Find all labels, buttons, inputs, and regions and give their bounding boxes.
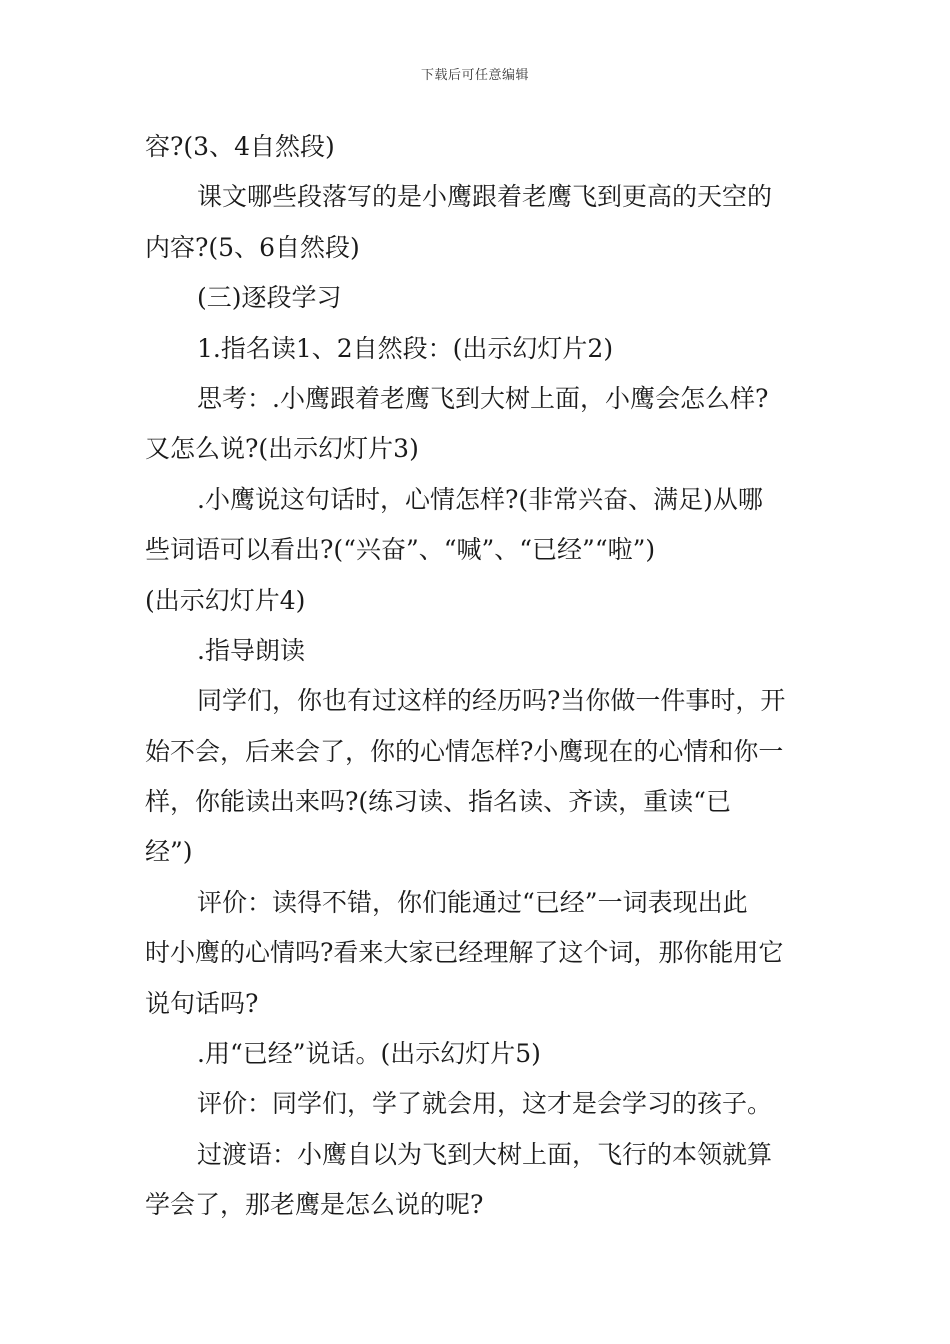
text-line: 容?(3、4自然段) bbox=[145, 132, 335, 161]
page-header: 下载后可任意编辑 bbox=[420, 68, 529, 83]
text-line: 评价：同学们，学了就会用，这才是会学习的孩子。 bbox=[197, 1089, 773, 1119]
text-line: 内容?(5、6自然段) bbox=[145, 232, 360, 262]
text-line: 评价：读得不错，你们能通过“已经”一词表现出此 bbox=[197, 887, 748, 917]
text-line: 思考：.小鹰跟着老鹰飞到大树上面，小鹰会怎么样? bbox=[197, 383, 769, 413]
text-line: 学会了，那老鹰是怎么说的呢? bbox=[145, 1190, 484, 1220]
text-line: 同学们，你也有过这样的经历吗?当你做一件事时，开 bbox=[197, 686, 786, 716]
text-line: 过渡语：小鹰自以为飞到大树上面，飞行的本领就算 bbox=[197, 1139, 773, 1169]
text-line: 说句话吗? bbox=[145, 988, 259, 1018]
text-line: .指导朗读 bbox=[197, 635, 305, 665]
text-line: 始不会，后来会了，你的心情怎样?小鹰现在的心情和你一 bbox=[145, 736, 784, 766]
text-line: (三)逐段学习 bbox=[197, 283, 342, 313]
text-line: 课文哪些段落写的是小鹰跟着老鹰飞到更高的天空的 bbox=[197, 182, 773, 212]
text-line: 样，你能读出来吗?(练习读、指名读、齐读，重读“已 bbox=[145, 787, 731, 817]
text-line: .用“已经”说话。(出示幻灯片5) bbox=[197, 1039, 541, 1069]
text-line: (出示幻灯片4) bbox=[145, 585, 306, 615]
text-line: 经”) bbox=[145, 837, 193, 867]
document-body bbox=[145, 122, 807, 1231]
text-line: 1.指名读1、2自然段：(出示幻灯片2) bbox=[197, 333, 614, 363]
text-line: 些词语可以看出?(“兴奋”、“喊”、“已经”“啦”) bbox=[145, 535, 656, 565]
text-line: 又怎么说?(出示幻灯片3) bbox=[145, 434, 419, 464]
text-line: 时小鹰的心情吗?看来大家已经理解了这个词，那你能用它 bbox=[145, 938, 784, 968]
text-line: .小鹰说这句话时，心情怎样?(非常兴奋、满足)从哪 bbox=[197, 484, 763, 514]
